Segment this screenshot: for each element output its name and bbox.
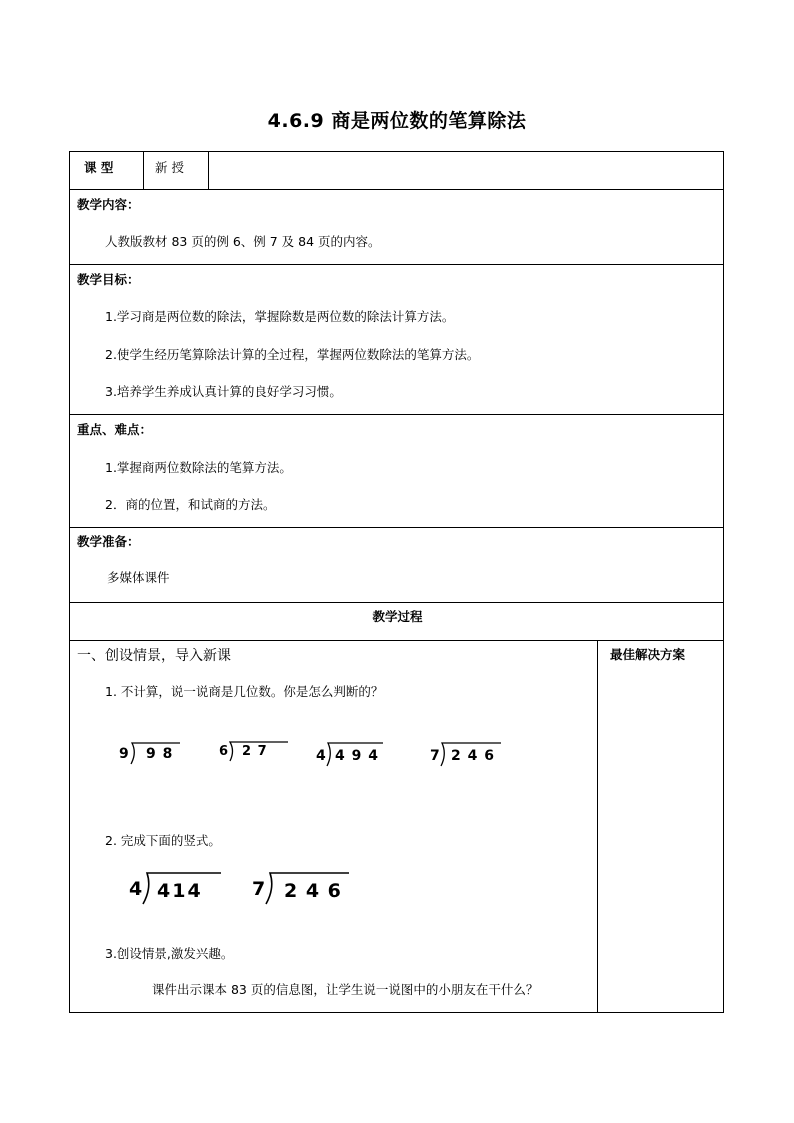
key-points-heading: 重点、难点： [77,422,153,437]
process-heading: 教学过程 [372,609,423,624]
section-title: 一、创设情景，导入新课 [77,648,231,664]
dividend: 4 9 4 [335,748,379,764]
divisor: 9 [119,746,129,762]
prep-text: 多媒体课件 [107,570,170,585]
dividend: 2 4 6 [451,748,495,764]
row-divider [70,527,723,528]
division-figure [118,740,198,770]
lesson-type-value: 新 授 [155,160,184,175]
content-heading: 教学内容： [77,197,140,212]
divisor: 7 [430,748,440,764]
question-3: 3.创设情景,激发兴趣。 [105,946,234,961]
row-divider [70,189,723,190]
prep-heading: 教学准备： [77,534,140,549]
divisor: 4 [129,878,143,900]
division-figure-large [250,870,360,910]
row-divider [70,264,723,265]
cell-divider [208,152,209,189]
question-2: 2. 完成下面的竖式。 [105,833,221,848]
division-figure [315,741,395,771]
dividend: 2 4 6 [284,880,342,902]
goal-item: 3.培养学生养成认真计算的良好学习习惯。 [105,384,342,399]
division-figure-large [127,870,227,910]
side-heading: 最佳解决方案 [610,647,686,662]
lesson-plan-table [69,151,724,1013]
goal-item: 1.学习商是两位数的除法，掌握除数是两位数的除法计算方法。 [105,309,455,324]
division-figure [429,741,509,771]
goals-heading: 教学目标： [77,272,140,287]
column-divider [597,640,598,1013]
dividend: 414 [157,880,203,902]
divisor: 4 [316,748,326,764]
question-3-text: 课件出示课本 83 页的信息图，让学生说一说图中的小朋友在干什么？ [152,982,539,997]
question-1: 1. 不计算，说一说商是几位数。你是怎么判断的？ [105,684,384,699]
row-divider [70,640,723,641]
lesson-type-label: 课 型 [84,160,114,175]
dividend: 2 7 [242,744,268,759]
cell-divider [143,152,144,189]
page-title: 4.6.9 商是两位数的笔算除法 [267,110,527,132]
divisor: 7 [252,878,266,900]
divisor: 6 [219,744,229,759]
key-point-item: 2．商的位置，和试商的方法。 [105,497,276,512]
row-divider [70,602,723,603]
row-divider [70,414,723,415]
goal-item: 2.使学生经历笔算除法计算的全过程，掌握两位数除法的笔算方法。 [105,347,480,362]
content-text: 人教版教材 83 页的例 6、例 7 及 84 页的内容。 [105,234,381,249]
dividend: 9 8 [146,746,174,762]
key-point-item: 1.掌握商两位数除法的笔算方法。 [105,460,292,475]
division-figure [218,739,298,769]
